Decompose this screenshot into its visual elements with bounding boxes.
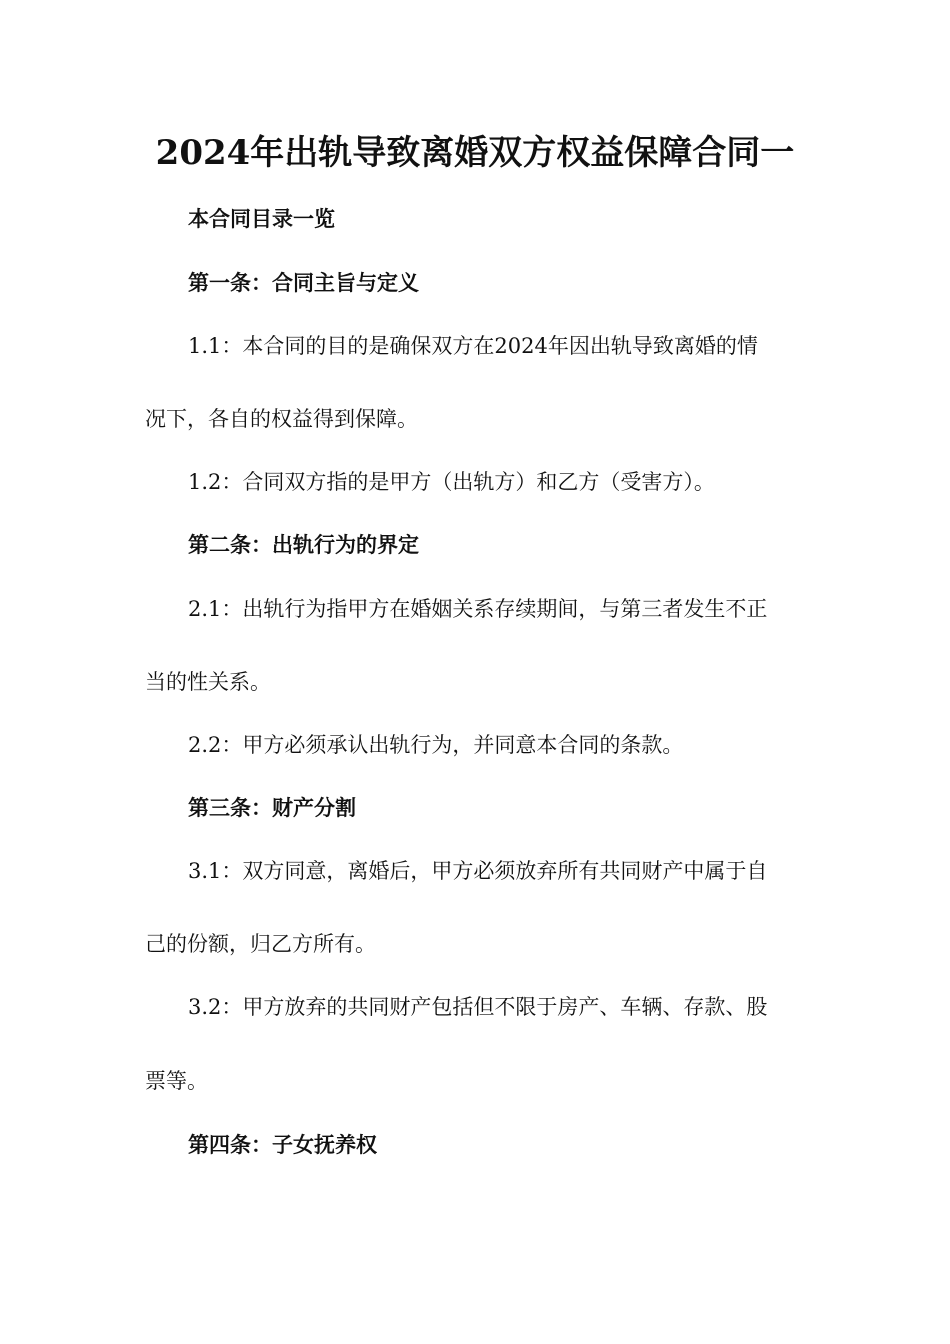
clause-1-2: 1.2：合同双方指的是甲方（出轨方）和乙方（受害方）。 [188, 470, 715, 494]
article-2-heading: 第二条：出轨行为的界定 [188, 533, 419, 557]
clause-2-1-line-2: 当的性关系。 [145, 670, 271, 694]
clause-2-2: 2.2：甲方必须承认出轨行为，并同意本合同的条款。 [188, 733, 684, 757]
clause-3-2-line-1: 3.2：甲方放弃的共同财产包括但不限于房产、车辆、存款、股 [188, 995, 768, 1019]
clause-2-1-line-1: 2.1：出轨行为指甲方在婚姻关系存续期间，与第三者发生不正 [188, 597, 768, 621]
toc-heading: 本合同目录一览 [188, 207, 335, 231]
article-4-heading: 第四条：子女抚养权 [188, 1133, 377, 1157]
article-1-heading: 第一条：合同主旨与定义 [188, 271, 419, 295]
document-title: 2024年出轨导致离婚双方权益保障合同一 [155, 133, 795, 173]
clause-3-2-line-2: 票等。 [145, 1069, 208, 1093]
clause-3-1-line-2: 己的份额，归乙方所有。 [145, 932, 376, 956]
clause-1-1-line-1: 1.1：本合同的目的是确保双方在2024年因出轨导致离婚的情 [188, 334, 758, 358]
clause-1-1-line-2: 况下，各自的权益得到保障。 [145, 407, 418, 431]
article-3-heading: 第三条：财产分割 [188, 796, 356, 820]
clause-3-1-line-1: 3.1：双方同意，离婚后，甲方必须放弃所有共同财产中属于自 [188, 859, 768, 883]
